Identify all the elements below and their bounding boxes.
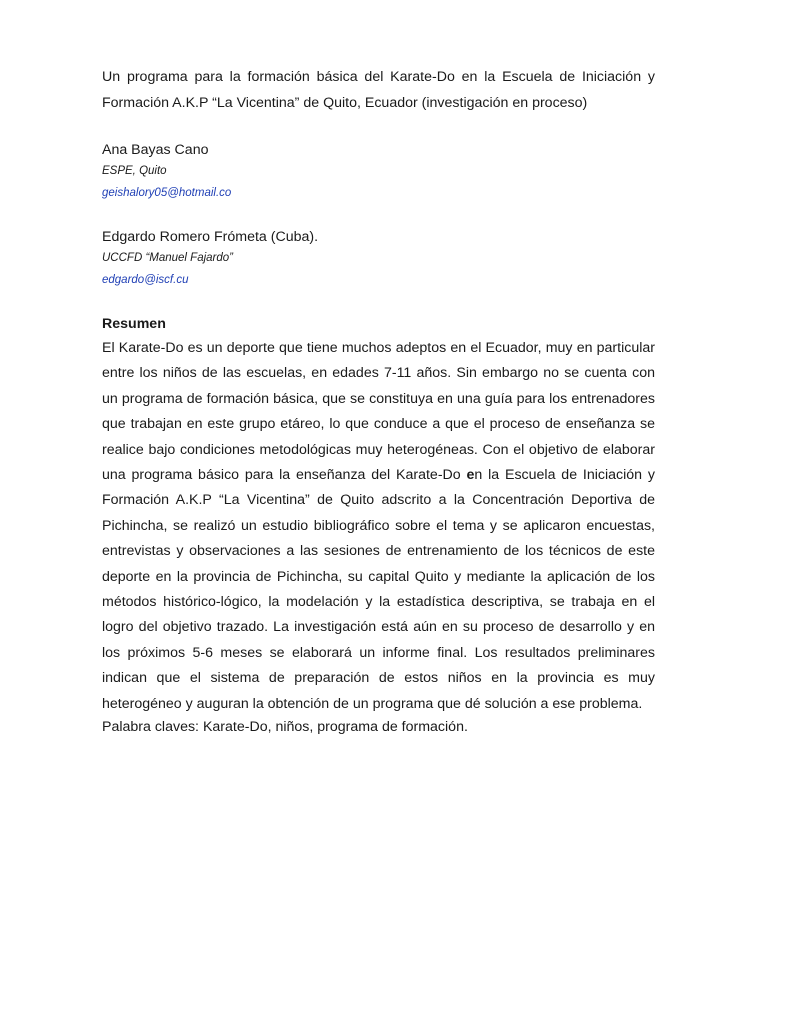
- author-email-link[interactable]: edgardo@iscf.cu: [102, 274, 189, 286]
- abstract-text-bold-letter: e: [466, 467, 475, 484]
- author-block-1: [102, 140, 655, 204]
- document-title: Un programa para la formación básica del Karate-Do en la Escuela de Iniciación y Formación A.K.P “La Vicentina” de Quito, Ecuador (investigación en proceso): [102, 69, 655, 111]
- author-affiliation: UCCFD “Manuel Fajardo”: [102, 252, 234, 264]
- author-block-2: [102, 227, 655, 291]
- abstract-text-part2: n la Escuela de Iniciación y Formación A.K.P “La Vicentina” de Quito adscrito a la Concentración Deportiva de Pichincha, se realizó un estudio bibliográfico sobre el tema y se aplicaron encuestas, entrevistas y observaciones a las sesiones de entrenamiento de los técnicos de este deporte en la provincia de Pichincha, su capital Quito y mediante la aplicación de los métodos histórico-lógico, la modelación y la estadística descriptiva, se trabaja en el logro del objetivo trazado. La investigación está aún en su proceso de desarrollo y en los próximos 5-6 meses se elaborará un informe final. Los resultados preliminares indican que el sistema de preparación de estos niños en la provincia es muy heterogéneo y auguran la obtención de un programa que dé solución a ese problema.: [102, 467, 655, 712]
- abstract-heading: Resumen: [102, 316, 166, 332]
- author-email-link[interactable]: geishalory05@hotmail.co: [102, 187, 232, 199]
- author-name: Ana Bayas Cano: [102, 142, 209, 158]
- author-name: Edgardo Romero Frómeta (Cuba).: [102, 229, 319, 245]
- abstract-text-part1: El Karate-Do es un deporte que tiene muchos adeptos en el Ecuador, muy en particular entre los niños de las escuelas, en edades 7-11 años. Sin embargo no se cuenta con un programa de formación básica, que se constituya en una guía para los entrenadores que trabajan en este grupo etáreo, lo que conduce a que el proceso de enseñanza se realice bajo condiciones metodológicas muy heterogéneas. Con el objetivo de elaborar una programa básico para la enseñanza del Karate-Do: [102, 340, 655, 484]
- keywords-line: Palabra claves: Karate-Do, niños, programa de formación.: [102, 719, 468, 736]
- author-affiliation: ESPE, Quito: [102, 165, 167, 177]
- document-page: [102, 64, 655, 737]
- abstract-text: [102, 336, 655, 717]
